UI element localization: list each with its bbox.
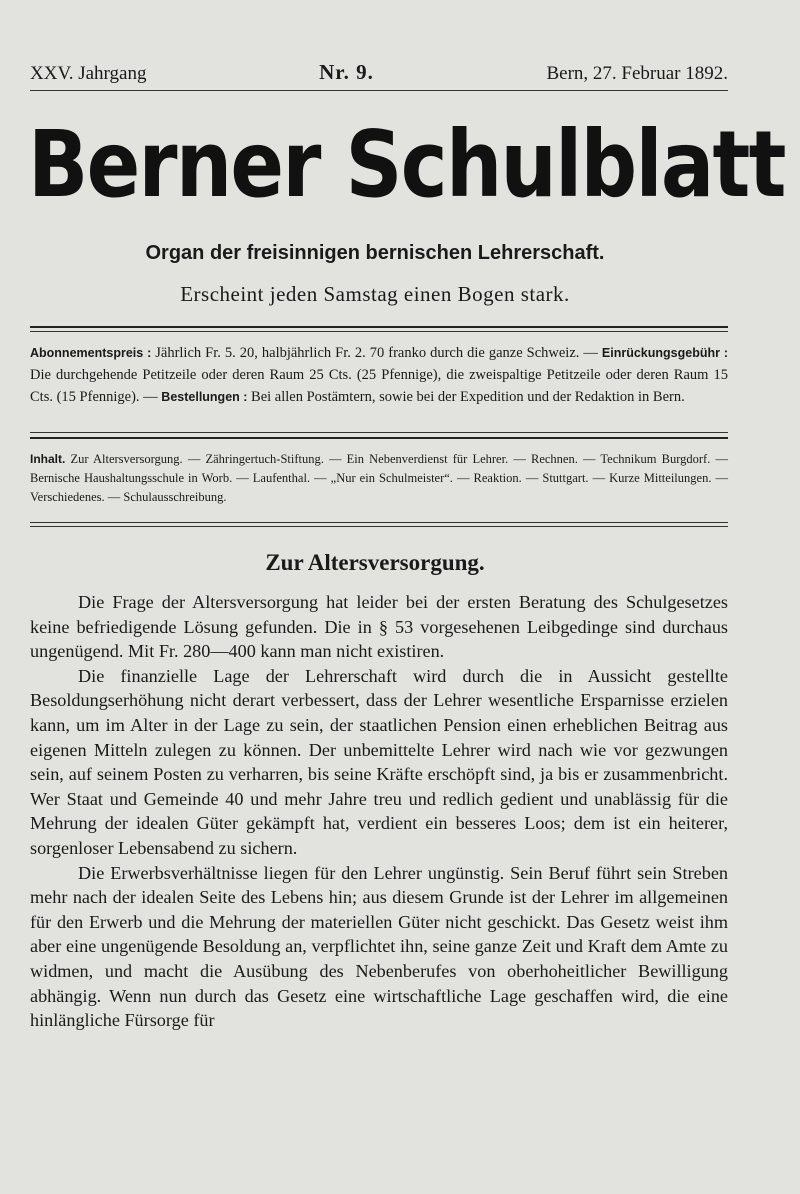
masthead-title: Berner Schulblatt	[28, 111, 785, 218]
contents-label: Inhalt.	[30, 452, 66, 466]
orders-text: Bei allen Postämtern, sowie bei der Expedition und der Redaktion in Bern.	[247, 389, 685, 405]
issue-date: Bern, 27. Februar 1892.	[546, 63, 728, 84]
article-paragraph: Die Erwerbsverhältnisse liegen für den Lehrer ungünstig. Sein Beruf führt sein Streben mehr nach der idealen Seite des Lebens hin; aus diesem Grunde ist der Lehrer im allgemeinen für den Erwerb und die Mehrung der materiellen Güter nicht geschickt. Das Gesetz weist ihm aber eine ungenügende Besoldung an, verpflichtet ihn, seine ganze Zeit und Kraft dem Amte zu widmen, und macht die Ausübung des Nebenberufes von oberhoheitlicher Bewilligung abhängig. Wenn nun durch das Gesetz eine wirtschaftliche Lage geschaffen wird, die eine hinlängliche Fürsorge für	[30, 862, 728, 1031]
advertising-fee-text: Die durchgehende Petitzeile oder deren Raum 25 Cts. (25 Pfennige), die zweispaltige Petitzeile oder deren Raum 15 Cts. (15 Pfennige). —	[30, 367, 728, 405]
contents-rule-bottom	[30, 526, 728, 527]
table-of-contents	[30, 450, 728, 507]
masthead-tagline: Erscheint jeden Samstag einen Bogen stark.	[180, 282, 570, 306]
subscription-rule-bottom	[30, 437, 728, 439]
subscription-price-text: Jährlich Fr. 5. 20, halbjährlich Fr. 2. 70 franko durch die ganze Schweiz. —	[151, 345, 602, 361]
issue-header	[30, 60, 728, 85]
subscription-price-label: Abonnementspreis :	[30, 346, 152, 360]
contents-rule-top	[30, 522, 728, 523]
article-paragraph: Die Frage der Altersversorgung hat leider bei der ersten Beratung des Schulgesetzes keine befriedigende Lösung gefunden. Die in § 53 vorgesehenen Leibgedinge sind durchaus ungenügend. Mit Fr. 280—400 kann man nicht existiren.	[30, 592, 728, 662]
issue-number: Nr. 9.	[319, 60, 374, 84]
contents-text: Zur Altersversorgung. — Zähringertuch-Stiftung. — Ein Nebenverdienst für Lehrer. — Rechnen. — Technikum Burgdorf. — Bernische Haushaltungsschule in Worb. — Laufenthal. — „Nur ein Schulmeister“. — Reaktion. — Stuttgart. — Kurze Mitteilungen. — Verschiedenes. — Schulausschreibung.	[30, 452, 728, 504]
header-divider	[30, 90, 728, 91]
subscription-info	[30, 342, 728, 408]
volume-label: XXV. Jahrgang	[30, 63, 147, 84]
advertising-fee-label: Einrückungsgebühr :	[601, 346, 728, 360]
subscription-rule-top	[30, 432, 728, 433]
masthead-subtitle: Organ der freisinnigen bernischen Lehrerschaft.	[145, 242, 605, 264]
masthead-rule-top	[30, 326, 728, 328]
article-body	[30, 590, 728, 1033]
article-paragraph: Die finanzielle Lage der Lehrerschaft wird durch die in Aussicht gestellte Besoldungserhöhung nicht derart verbessert, dass der Lehrer wesentliche Ersparnisse erzielen kann, um im Alter in der Lage zu sein, der staatlichen Pension einen erheblichen Beitrag aus eigenen Mitteln zulegen zu können. Der unbemittelte Lehrer wird nach wie vor gezwungen sein, auf seinem Posten zu verharren, bis seine Kräfte erschöpft sind, ja bis er zusammenbricht. Wer Staat und Gemeinde 40 und mehr Jahre treu und redlich gedient und unablässig für die Mehrung der idealen Güter gekämpft hat, verdient ein besseres Loos; dem ist ein heiterer, sorgenloser Lebensabend zu sichern.	[30, 665, 728, 858]
article-title: Zur Altersversorgung.	[265, 550, 485, 575]
orders-label: Bestellungen :	[161, 390, 248, 404]
masthead-rule-bottom	[30, 331, 728, 332]
